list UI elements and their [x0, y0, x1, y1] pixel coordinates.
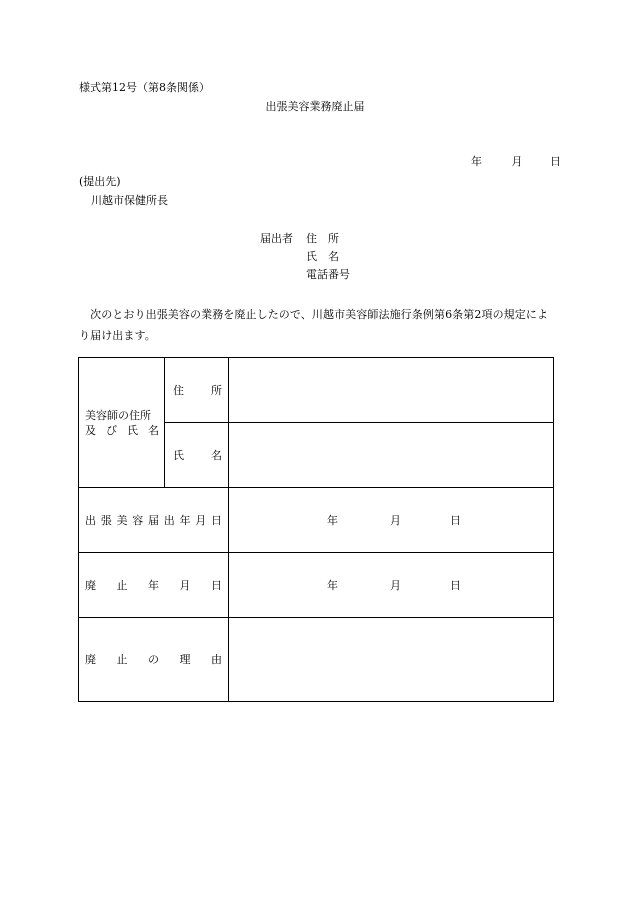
abolition-day-unit: 日 — [450, 578, 461, 592]
addressee-label: (提出先) — [79, 175, 121, 188]
applicant-name-label: 氏 名 — [306, 250, 339, 263]
date-month-unit: 月 — [511, 155, 523, 168]
notification-month-unit: 月 — [390, 513, 401, 527]
abolition-month-unit: 月 — [390, 578, 401, 592]
addressee-name: 川越市保健所長 — [91, 194, 168, 207]
name-label-cell — [165, 423, 229, 488]
abolition-date-fields — [229, 580, 553, 591]
notification-day-unit: 日 — [450, 513, 461, 527]
table-row-abolition-date — [79, 553, 554, 618]
notification-date-fields — [229, 515, 553, 526]
address-input-cell[interactable] — [229, 358, 554, 423]
abolition-year-unit: 年 — [327, 578, 338, 592]
form-number: 様式第12号（第8条関係） — [79, 81, 210, 94]
abolition-date-label-cell — [79, 553, 229, 618]
name-label: 氏 名 — [173, 448, 222, 462]
notification-date-label-cell — [79, 488, 229, 553]
table-row-address — [79, 358, 554, 423]
document-title: 出張美容業務廃止届 — [265, 100, 365, 113]
reason-input-cell[interactable] — [229, 618, 554, 702]
date-day-unit: 日 — [550, 155, 561, 168]
beautician-label-line2: 及 び 氏 名 — [85, 423, 159, 437]
form-table — [78, 357, 554, 702]
notification-year-unit: 年 — [327, 513, 338, 527]
notification-date-label: 出 張 美 容 届 出 年 月 日 — [85, 513, 222, 527]
address-label: 住 所 — [173, 383, 222, 397]
table-row-reason — [79, 618, 554, 702]
submission-date — [471, 156, 561, 167]
reason-label: 廃 止 の 理 由 — [85, 653, 222, 666]
abolition-date-label: 廃 止 年 月 日 — [85, 578, 222, 592]
declaration-text: 次のとおり出張美容の業務を廃止したので、川越市美容師法施行条例第6条第2項の規定により届け出ます。 — [79, 308, 549, 342]
reason-label-cell — [79, 618, 229, 702]
notification-date-input-cell[interactable] — [229, 488, 554, 553]
beautician-label-line1: 美容師の住所 — [85, 408, 151, 422]
date-year-unit: 年 — [471, 155, 482, 168]
abolition-date-input-cell[interactable] — [229, 553, 554, 618]
name-input-cell[interactable] — [229, 423, 554, 488]
beautician-label-cell — [79, 358, 165, 488]
address-label-cell — [165, 358, 229, 423]
table-row-notification-date — [79, 488, 554, 553]
applicant-label: 届出者 — [260, 232, 293, 245]
applicant-phone-label: 電話番号 — [306, 268, 350, 281]
applicant-address-label: 住 所 — [306, 232, 339, 245]
